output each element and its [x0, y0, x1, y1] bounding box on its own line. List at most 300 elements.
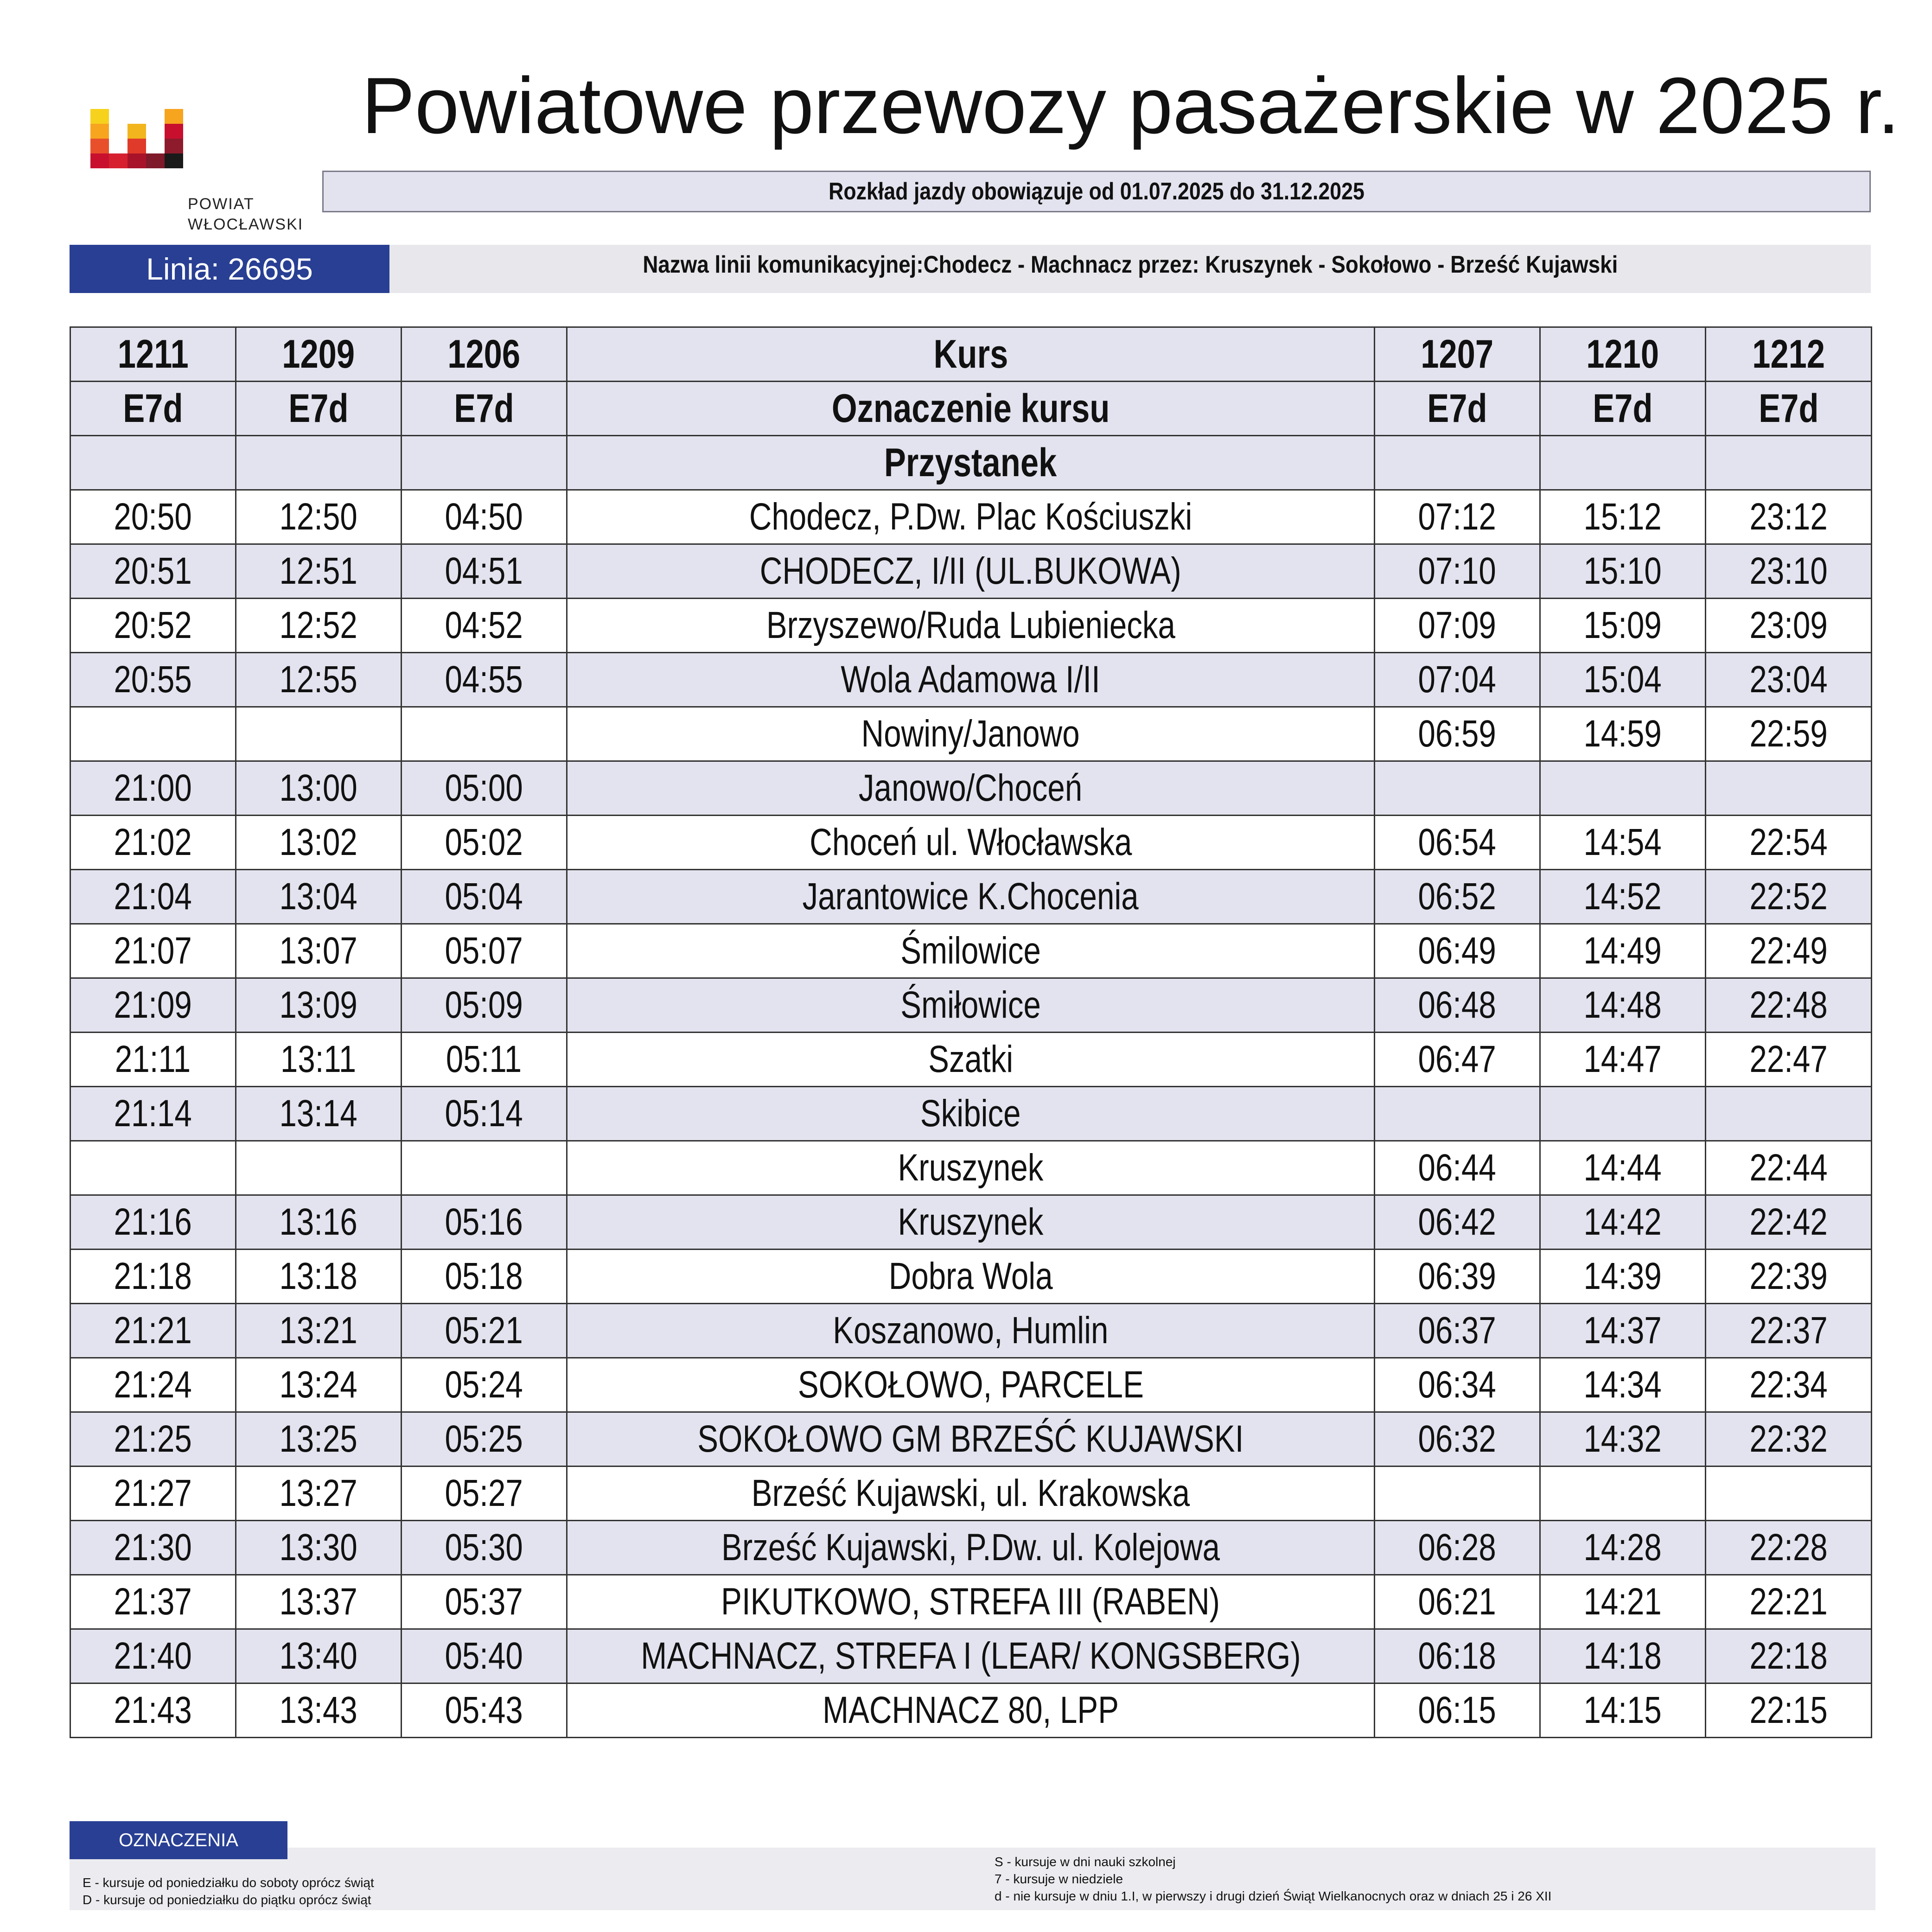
time-cell — [402, 870, 567, 924]
course-number-text: 1212 — [1752, 332, 1825, 376]
time-cell — [1540, 653, 1706, 707]
stop-name-cell-text: Brześć Kujawski, P.Dw. ul. Kolejowa — [721, 1526, 1220, 1569]
table-row — [70, 1575, 1872, 1629]
time-cell — [236, 1195, 402, 1250]
time-cell — [1706, 1467, 1872, 1521]
stop-name-cell — [567, 1683, 1375, 1738]
time-cell-text: 14:34 — [1583, 1364, 1662, 1406]
time-cell-text: 06:34 — [1418, 1364, 1497, 1406]
time-cell-text: 21:00 — [114, 767, 192, 809]
stop-name-cell — [567, 490, 1375, 544]
course-code-text: E7d — [1593, 386, 1653, 431]
time-cell-text: 13:43 — [279, 1689, 358, 1731]
time-cell-text: 13:25 — [279, 1418, 358, 1460]
time-cell — [1375, 707, 1540, 761]
time-cell-text: 21:09 — [114, 984, 192, 1026]
time-cell-text: 12:50 — [279, 496, 358, 538]
time-cell — [402, 978, 567, 1033]
stop-name-cell — [567, 1250, 1375, 1304]
time-cell — [402, 1521, 567, 1575]
time-cell — [1706, 544, 1872, 599]
time-cell — [1540, 1033, 1706, 1087]
course-code-text: E7d — [288, 386, 349, 431]
table-row — [70, 1521, 1872, 1575]
time-cell-text: 22:48 — [1749, 984, 1828, 1026]
stop-name-cell-text: Śmilowice — [900, 930, 1041, 972]
empty-cell — [236, 436, 402, 490]
time-cell — [1540, 1521, 1706, 1575]
time-cell — [402, 1358, 567, 1412]
time-cell-text: 05:25 — [445, 1418, 523, 1460]
time-cell-text: 06:48 — [1418, 984, 1497, 1026]
validity-text: Rozkład jazdy obowiązuje od 01.07.2025 do 31.12.2025 — [829, 178, 1365, 205]
time-cell-text: 05:27 — [445, 1472, 523, 1514]
legend-item: S - kursuje w dni nauki szkolnej — [995, 1855, 1176, 1869]
time-cell-text: 12:55 — [279, 658, 358, 701]
time-cell — [70, 924, 236, 978]
time-cell — [70, 978, 236, 1033]
time-cell — [402, 1629, 567, 1683]
time-cell — [1706, 1033, 1872, 1087]
time-cell — [70, 1575, 236, 1629]
time-cell-text: 21:18 — [114, 1255, 192, 1297]
time-cell-text: 14:54 — [1583, 821, 1662, 863]
time-cell-text: 06:49 — [1418, 930, 1497, 972]
course-number-text: 1209 — [282, 332, 355, 376]
time-cell-text: 15:10 — [1583, 550, 1662, 592]
time-cell — [1540, 870, 1706, 924]
time-cell-text: 21:25 — [114, 1418, 192, 1460]
time-cell — [1706, 1087, 1872, 1141]
time-cell — [70, 870, 236, 924]
time-cell-text: 22:18 — [1749, 1635, 1828, 1677]
time-cell — [402, 924, 567, 978]
stop-name-cell — [567, 1087, 1375, 1141]
course-number-text: 1210 — [1586, 332, 1659, 376]
stop-name-cell-text: Kruszynek — [898, 1147, 1044, 1189]
timetable — [70, 326, 1872, 1738]
time-cell-text: 13:24 — [279, 1364, 358, 1406]
course-number — [402, 327, 567, 382]
time-cell-text: 06:39 — [1418, 1255, 1497, 1297]
time-cell-text: 05:21 — [445, 1309, 523, 1352]
time-cell-text: 05:14 — [445, 1092, 523, 1135]
course-number — [236, 327, 402, 382]
stop-name-cell — [567, 1521, 1375, 1575]
time-cell — [236, 1250, 402, 1304]
stop-name-cell — [567, 978, 1375, 1033]
time-cell — [70, 653, 236, 707]
course-code-text: E7d — [454, 386, 514, 431]
time-cell — [1706, 707, 1872, 761]
time-cell-text: 22:49 — [1749, 930, 1828, 972]
stop-name-cell-text: Jarantowice K.Chocenia — [802, 875, 1139, 918]
time-cell — [1540, 816, 1706, 870]
time-cell-text: 05:43 — [445, 1689, 523, 1731]
time-cell-text: 13:16 — [279, 1201, 358, 1243]
time-cell-text: 22:34 — [1749, 1364, 1828, 1406]
time-cell-text: 15:04 — [1583, 658, 1662, 701]
line-name-text: Nazwa linii komunikacyjnej:Chodecz - Machnacz przez: Kruszynek - Sokołowo - Brześć Kujawski — [643, 251, 1618, 278]
time-cell — [70, 1087, 236, 1141]
time-cell — [70, 544, 236, 599]
time-cell — [1375, 1467, 1540, 1521]
time-cell-text: 07:12 — [1418, 496, 1497, 538]
time-cell — [402, 1467, 567, 1521]
time-cell-text: 05:02 — [445, 821, 523, 863]
time-cell — [236, 1033, 402, 1087]
course-number — [1706, 327, 1872, 382]
time-cell — [70, 1358, 236, 1412]
time-cell-text: 04:52 — [445, 604, 523, 646]
time-cell-text: 22:44 — [1749, 1147, 1828, 1189]
time-cell — [236, 544, 402, 599]
time-cell — [236, 1629, 402, 1683]
stop-name-cell-text: Wola Adamowa I/II — [841, 658, 1101, 701]
course-code — [236, 382, 402, 436]
time-cell — [1706, 1358, 1872, 1412]
table-row — [70, 1358, 1872, 1412]
time-cell — [1375, 1629, 1540, 1683]
stop-name-cell-text: SOKOŁOWO GM BRZEŚĆ KUJAWSKI — [697, 1418, 1244, 1460]
time-cell-text: 05:16 — [445, 1201, 523, 1243]
stop-header-text: Przystanek — [884, 440, 1057, 485]
stop-name-cell-text: Brzyszewo/Ruda Lubieniecka — [766, 604, 1175, 646]
time-cell-text: 22:32 — [1749, 1418, 1828, 1460]
time-cell-text: 20:52 — [114, 604, 192, 646]
time-cell-text: 21:21 — [114, 1309, 192, 1352]
time-cell-text: 14:44 — [1583, 1147, 1662, 1189]
time-cell-text: 14:32 — [1583, 1418, 1662, 1460]
time-cell — [1375, 490, 1540, 544]
stop-name-cell — [567, 870, 1375, 924]
time-cell — [236, 1412, 402, 1467]
time-cell-text: 05:18 — [445, 1255, 523, 1297]
time-cell — [236, 1304, 402, 1358]
time-cell-text: 15:12 — [1583, 496, 1662, 538]
time-cell-text: 13:09 — [279, 984, 358, 1026]
time-cell-text: 14:48 — [1583, 984, 1662, 1026]
stop-name-cell — [567, 924, 1375, 978]
time-cell — [1375, 924, 1540, 978]
time-cell — [1375, 1087, 1540, 1141]
time-cell-text: 23:09 — [1749, 604, 1828, 646]
table-row — [70, 1087, 1872, 1141]
time-cell-text: 22:39 — [1749, 1255, 1828, 1297]
time-cell-text: 04:55 — [445, 658, 523, 701]
time-cell-text: 13:30 — [279, 1526, 358, 1569]
course-code — [1540, 382, 1706, 436]
time-cell — [1375, 1575, 1540, 1629]
time-cell — [70, 816, 236, 870]
time-cell-text: 22:15 — [1749, 1689, 1828, 1731]
time-cell — [1706, 1629, 1872, 1683]
time-cell-text: 05:09 — [445, 984, 523, 1026]
time-cell-text: 13:00 — [279, 767, 358, 809]
time-cell — [402, 1683, 567, 1738]
time-cell — [70, 1521, 236, 1575]
time-cell — [1375, 1683, 1540, 1738]
time-cell — [70, 1033, 236, 1087]
time-cell — [70, 1304, 236, 1358]
time-cell — [236, 978, 402, 1033]
time-cell-text: 05:11 — [446, 1038, 522, 1080]
time-cell — [1540, 1358, 1706, 1412]
time-cell — [1375, 1304, 1540, 1358]
time-cell — [236, 1467, 402, 1521]
time-cell — [1375, 816, 1540, 870]
time-cell-text: 22:52 — [1749, 875, 1828, 918]
legend-title: OZNACZENIA — [70, 1821, 287, 1859]
time-cell-text: 14:21 — [1583, 1581, 1662, 1623]
course-header — [567, 327, 1375, 382]
time-cell-text: 21:24 — [114, 1364, 192, 1406]
validity-banner — [322, 171, 1871, 212]
table-row — [70, 544, 1872, 599]
time-cell — [70, 707, 236, 761]
time-cell-text: 21:11 — [115, 1038, 191, 1080]
time-cell-text: 06:15 — [1418, 1689, 1497, 1731]
time-cell-text: 14:49 — [1583, 930, 1662, 972]
table-row — [70, 1141, 1872, 1195]
course-code — [1375, 382, 1540, 436]
time-cell — [1706, 1521, 1872, 1575]
course-code — [402, 382, 567, 436]
time-cell — [1706, 1141, 1872, 1195]
time-cell — [402, 1195, 567, 1250]
table-row — [70, 1250, 1872, 1304]
course-code-text: E7d — [1758, 386, 1819, 431]
stop-name-cell — [567, 816, 1375, 870]
time-cell — [70, 1629, 236, 1683]
table-row — [70, 1683, 1872, 1738]
empty-cell — [1375, 436, 1540, 490]
time-cell — [1375, 1358, 1540, 1412]
table-row — [70, 436, 1872, 490]
time-cell — [1706, 653, 1872, 707]
time-cell — [1375, 1521, 1540, 1575]
time-cell-text: 07:10 — [1418, 550, 1497, 592]
stop-name-cell-text: MACHNACZ, STREFA I (LEAR/ KONGSBERG) — [640, 1635, 1301, 1677]
time-cell — [402, 599, 567, 653]
time-cell-text: 22:59 — [1749, 713, 1828, 755]
time-cell — [1375, 653, 1540, 707]
time-cell-text: 21:02 — [114, 821, 192, 863]
time-cell-text: 22:21 — [1749, 1581, 1828, 1623]
stop-name-cell — [567, 1358, 1375, 1412]
table-row — [70, 924, 1872, 978]
time-cell-text: 05:24 — [445, 1364, 523, 1406]
time-cell — [70, 1195, 236, 1250]
stop-name-cell-text: Janowo/Choceń — [859, 767, 1083, 809]
time-cell-text: 23:10 — [1749, 550, 1828, 592]
time-cell — [402, 653, 567, 707]
legend-item: E - kursuje od poniedziałku do soboty oprócz świąt — [83, 1875, 374, 1890]
course-number — [1375, 327, 1540, 382]
time-cell-text: 04:50 — [445, 496, 523, 538]
time-cell — [236, 1141, 402, 1195]
stop-name-cell — [567, 1141, 1375, 1195]
time-cell — [1540, 1195, 1706, 1250]
time-cell — [1540, 1683, 1706, 1738]
time-cell — [402, 490, 567, 544]
stop-name-cell-text: CHODECZ, I/II (UL.BUKOWA) — [759, 550, 1182, 592]
time-cell-text: 14:47 — [1583, 1038, 1662, 1080]
time-cell — [236, 599, 402, 653]
time-cell-text: 06:59 — [1418, 713, 1497, 755]
time-cell — [1706, 490, 1872, 544]
time-cell-text: 14:28 — [1583, 1526, 1662, 1569]
course-number-text: 1206 — [447, 332, 521, 376]
time-cell — [236, 816, 402, 870]
time-cell-text: 23:12 — [1749, 496, 1828, 538]
course-header-text: Kurs — [933, 332, 1008, 376]
time-cell-text: 05:07 — [445, 930, 523, 972]
time-cell — [236, 924, 402, 978]
logo-text — [188, 194, 303, 235]
table-row — [70, 978, 1872, 1033]
time-cell — [1706, 1412, 1872, 1467]
time-cell — [1540, 978, 1706, 1033]
time-cell — [70, 761, 236, 816]
time-cell-text: 22:54 — [1749, 821, 1828, 863]
time-cell — [402, 1250, 567, 1304]
empty-cell — [402, 436, 567, 490]
time-cell-text: 22:37 — [1749, 1309, 1828, 1352]
time-cell-text: 22:28 — [1749, 1526, 1828, 1569]
time-cell — [1540, 1575, 1706, 1629]
time-cell — [236, 1358, 402, 1412]
time-cell-text: 20:55 — [114, 658, 192, 701]
time-cell — [236, 870, 402, 924]
stop-name-cell-text: Brześć Kujawski, ul. Krakowska — [751, 1472, 1190, 1514]
time-cell-text: 21:16 — [114, 1201, 192, 1243]
stop-name-cell-text: Skibice — [920, 1092, 1021, 1135]
time-cell — [1540, 761, 1706, 816]
table-row — [70, 653, 1872, 707]
time-cell — [1375, 1195, 1540, 1250]
time-cell — [236, 490, 402, 544]
time-cell — [1375, 544, 1540, 599]
table-row — [70, 382, 1872, 436]
time-cell — [1375, 1250, 1540, 1304]
time-cell-text: 20:50 — [114, 496, 192, 538]
time-cell-text: 12:51 — [279, 550, 358, 592]
time-cell — [236, 761, 402, 816]
time-cell — [1540, 1141, 1706, 1195]
time-cell-text: 05:37 — [445, 1581, 523, 1623]
course-code-header — [567, 382, 1375, 436]
time-cell — [1706, 870, 1872, 924]
time-cell — [1375, 978, 1540, 1033]
time-cell — [1706, 1575, 1872, 1629]
time-cell-text: 13:02 — [279, 821, 358, 863]
course-code — [70, 382, 236, 436]
time-cell — [70, 1250, 236, 1304]
time-cell-text: 04:51 — [445, 550, 523, 592]
time-cell-text: 13:37 — [279, 1581, 358, 1623]
time-cell — [1375, 870, 1540, 924]
time-cell — [70, 1467, 236, 1521]
time-cell — [1706, 1304, 1872, 1358]
time-cell-text: 06:54 — [1418, 821, 1497, 863]
stop-name-cell-text: Szatki — [928, 1038, 1014, 1080]
stop-name-cell — [567, 1304, 1375, 1358]
time-cell — [1375, 1141, 1540, 1195]
table-row — [70, 816, 1872, 870]
time-cell-text: 13:04 — [279, 875, 358, 918]
time-cell — [1706, 924, 1872, 978]
time-cell-text: 14:15 — [1583, 1689, 1662, 1731]
time-cell-text: 20:51 — [114, 550, 192, 592]
time-cell-text: 13:18 — [279, 1255, 358, 1297]
time-cell — [402, 816, 567, 870]
time-cell — [402, 1304, 567, 1358]
time-cell-text: 07:09 — [1418, 604, 1497, 646]
time-cell — [402, 1575, 567, 1629]
table-row — [70, 1412, 1872, 1467]
time-cell-text: 05:30 — [445, 1526, 523, 1569]
time-cell-text: 05:04 — [445, 875, 523, 918]
legend-item: 7 - kursuje w niedziele — [995, 1872, 1123, 1886]
time-cell — [1540, 544, 1706, 599]
course-code-text: E7d — [1427, 386, 1487, 431]
stop-name-cell — [567, 544, 1375, 599]
time-cell — [1706, 599, 1872, 653]
time-cell — [1540, 707, 1706, 761]
time-cell — [1540, 1304, 1706, 1358]
stop-name-cell — [567, 707, 1375, 761]
table-row — [70, 870, 1872, 924]
time-cell — [402, 1141, 567, 1195]
time-cell-text: 14:42 — [1583, 1201, 1662, 1243]
time-cell — [236, 1575, 402, 1629]
table-row — [70, 1195, 1872, 1250]
time-cell-text: 14:18 — [1583, 1635, 1662, 1677]
time-cell — [1540, 490, 1706, 544]
time-cell — [402, 544, 567, 599]
time-cell-text: 21:43 — [114, 1689, 192, 1731]
time-cell-text: 05:00 — [445, 767, 523, 809]
time-cell-text: 23:04 — [1749, 658, 1828, 701]
time-cell — [1540, 1467, 1706, 1521]
time-cell-text: 21:30 — [114, 1526, 192, 1569]
course-number-text: 1207 — [1421, 332, 1494, 376]
time-cell-text: 14:37 — [1583, 1309, 1662, 1352]
legend-item: D - kursuje od poniedziałku do piątku oprócz świąt — [83, 1893, 371, 1907]
time-cell — [236, 1521, 402, 1575]
course-code-header-text: Oznaczenie kursu — [831, 386, 1110, 431]
time-cell-text: 06:42 — [1418, 1201, 1497, 1243]
table-row — [70, 1304, 1872, 1358]
table-row — [70, 327, 1872, 382]
time-cell-text: 14:52 — [1583, 875, 1662, 918]
time-cell — [236, 1683, 402, 1738]
time-cell-text: 06:32 — [1418, 1418, 1497, 1460]
time-cell-text: 21:37 — [114, 1581, 192, 1623]
empty-cell — [1706, 436, 1872, 490]
table-row — [70, 599, 1872, 653]
stop-name-cell — [567, 653, 1375, 707]
legend-item: d - nie kursuje w dniu 1.I, w pierwszy i drugi dzień Świąt Wielkanocnych oraz w dniach 25 i 26 XII — [995, 1889, 1552, 1903]
time-cell-text: 05:40 — [445, 1635, 523, 1677]
table-row — [70, 490, 1872, 544]
time-cell-text: 06:18 — [1418, 1635, 1497, 1677]
time-cell — [1375, 761, 1540, 816]
time-cell — [1706, 816, 1872, 870]
stop-name-cell-text: Choceń ul. Włocławska — [809, 821, 1132, 863]
stop-name-cell-text: MACHNACZ 80, LPP — [823, 1689, 1119, 1731]
